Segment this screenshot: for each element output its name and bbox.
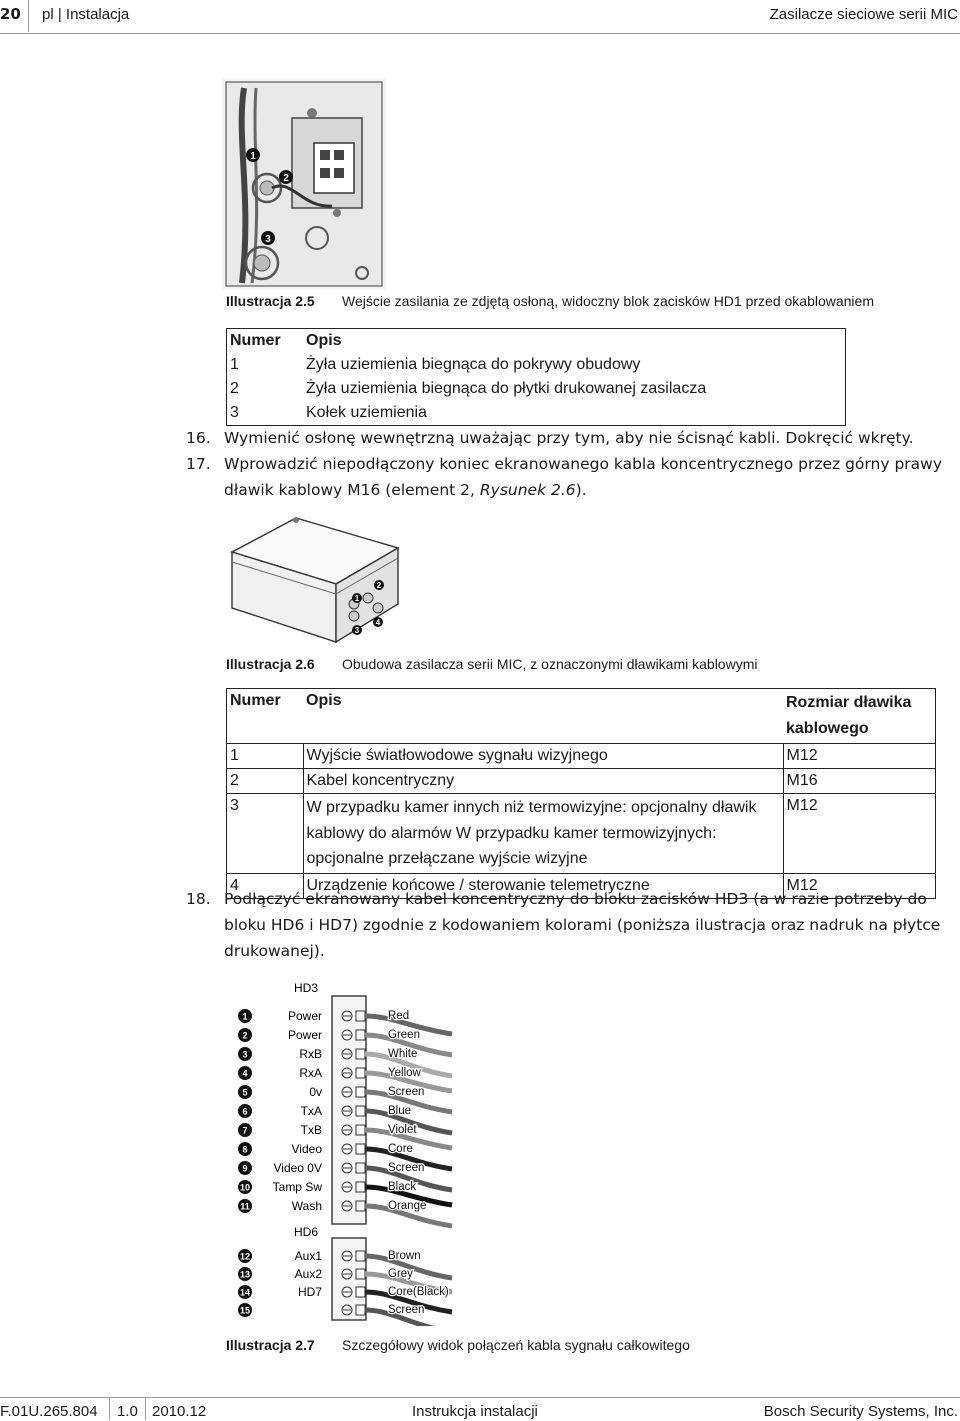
svg-text:4: 4 [375,618,381,627]
step-17 [186,451,960,503]
callout-1 [352,593,362,603]
terminal-label: Video [291,1142,322,1156]
terminal-label: TxA [300,1104,322,1118]
cell-description: W przypadku kamer innych niż termowizyjne: opcjonalny dławik kablowy do alarmów W przypadku kamer termowizyjnych: opcjonalne przełączane wyjście wizyjne [303,794,783,874]
terminal-clamp [356,1251,365,1261]
caption-text: Wejście zasilania ze zdjętą osłoną, widoczny blok zacisków HD1 przed okablowaniem [342,293,874,309]
wire-color-label: Screen [388,1086,425,1098]
figure-caption-2-6 [226,656,956,676]
cell-number: 3 [227,794,304,874]
step-text: Wymienić osłonę wewnętrzną uważając przy tym, aby nie ścisnąć kabli. Dokręcić wkręty. [224,429,914,447]
terminal-clamp [356,1287,365,1297]
terminal-number: 7 [242,1125,248,1136]
callout-1 [246,148,260,162]
terminal-clamp [356,1087,365,1097]
cell-number: 1 [227,744,304,769]
terminal-clamp [356,1182,365,1192]
terminal-number: 3 [242,1049,248,1060]
wire-color-label: Yellow [388,1067,421,1079]
cell-number: 4 [227,873,304,898]
terminal-label: Power [287,1028,322,1042]
cell-gland-size: M16 [783,769,936,794]
wire-color-label: Brown [388,1250,421,1262]
cell-gland-size: M12 [783,873,936,898]
terminal-number: 13 [239,1269,251,1280]
terminal-label: RxA [299,1066,322,1080]
terminal-clamp [356,1106,365,1116]
cell-number: 2 [230,380,239,397]
table-row [227,377,846,401]
step-text-a: Wprowadzić niepodłączony koniec ekranowanego kabla koncentrycznego przez górny prawy dławik kablowy M16 (element 2, [224,455,943,499]
block-label-hd3: HD3 [294,981,319,995]
terminal-clamp [356,1068,365,1078]
terminal-number: 4 [242,1068,248,1079]
footer-divider [109,1398,110,1420]
terminal-number: 6 [242,1106,248,1117]
col-header-gland-size: Rozmiar dławika kablowego [783,689,936,744]
col-header-numer: Numer [227,689,304,744]
table-row [227,794,936,874]
callout-3 [261,231,275,245]
step-number: 17. [186,455,211,473]
terminal-label: Aux1 [294,1249,322,1263]
table-header-row [227,329,846,354]
wire-color-label: Green [388,1029,420,1041]
terminal-label: TxB [300,1123,322,1137]
cell-gland-size: M12 [783,744,936,769]
step-text [224,451,960,503]
figure-wiring-diagram [232,976,454,1326]
svg-text:2: 2 [376,581,382,590]
terminal-label: Aux2 [294,1267,322,1281]
table-header-row [227,689,936,744]
terminal-number: 9 [242,1163,248,1174]
terminal-label: HD7 [297,1285,322,1299]
ground-wire-table [226,328,846,426]
figure-power-input-photo [222,78,386,290]
table-row [227,769,936,794]
footer-divider [145,1398,146,1420]
svg-text:1: 1 [354,594,360,603]
figure-caption-2-5 [226,293,956,313]
cell-description: Kabel koncentryczny [303,769,783,794]
cell-number: 3 [230,404,239,421]
terminal-clamp [356,1269,365,1279]
cell-description: Urządzenie końcowe / sterowanie telemetryczne [303,873,783,898]
terminal-label: Power [287,1009,322,1023]
footer-version: 1.0 [117,1403,138,1420]
page-number: 20 [0,5,21,23]
col-header-numer: Numer [230,332,281,349]
terminal-number: 11 [240,1201,250,1212]
terminal-clamp [356,1030,365,1040]
terminal-number: 12 [239,1251,251,1262]
caption-text: Obudowa zasilacza serii MIC, z oznaczonymi dławikami kablowymi [342,656,758,672]
terminal-number: 1 [242,1011,248,1022]
caption-label: Illustracja 2.6 [226,656,315,672]
footer-doc-id: F.01U.265.804 [0,1403,98,1420]
footer-date: 2010.12 [152,1403,207,1420]
cell-description: Żyła uziemienia biegnąca do płytki drukowanej zasilacza [306,380,707,397]
svg-text:1: 1 [250,151,256,162]
wire-color-label: Core(Black) [388,1286,449,1298]
terminal-number: 5 [242,1087,248,1098]
table-row [227,401,846,426]
terminal-clamp [356,1201,365,1211]
cell-number: 2 [227,769,304,794]
cell-number: 1 [230,356,239,373]
table-row [227,744,936,769]
col-header-opis: Opis [303,689,783,744]
cell-gland-size: M12 [783,794,936,874]
terminal-number: 14 [239,1287,251,1298]
terminal-number: 10 [239,1182,251,1193]
wire-color-label: Red [388,1010,410,1022]
wire-color-label: Blue [388,1105,412,1117]
footer-company: Bosch Security Systems, Inc. [763,1403,958,1420]
terminal-label: RxB [299,1047,322,1061]
wire-color-label: Core [388,1143,413,1155]
block-label-hd6: HD6 [294,1225,319,1239]
wire-color-label: Screen [388,1162,425,1174]
cable-gland-table [226,688,936,899]
terminal-clamp [356,1163,365,1173]
terminal-clamp [356,1144,365,1154]
step-16 [186,425,960,451]
wire-color-label: White [388,1048,418,1060]
footer-doc-type: Instrukcja instalacji [412,1403,538,1420]
table-row [227,353,846,377]
caption-label: Illustracja 2.7 [226,1337,315,1353]
callout-2 [374,580,384,590]
terminal-label: Video 0V [273,1161,322,1175]
terminal-clamp [356,1049,365,1059]
step-text: Podłączyć ekranowany kabel koncentryczny do bloku zacisków HD3 (a w razie potrzeby do bloku HD6 i HD7) zgodnie z kodowaniem kolorami (poniższa ilustracja oraz nadruk na płytce drukowanej). [224,890,941,960]
step-number: 18. [186,890,211,908]
terminal-label: Tamp Sw [272,1180,322,1194]
header-title: Zasilacze sieciowe serii MIC [769,6,958,23]
svg-text:3: 3 [354,626,360,635]
figure-caption-2-7 [226,1337,956,1357]
terminal-label: Wash [291,1199,322,1213]
header-divider [28,0,29,32]
page-header [0,0,960,34]
wire-color-label: Black [388,1181,417,1193]
cell-description: Żyła uziemienia biegnąca do pokrywy obudowy [306,356,641,373]
caption-text: Szczegółowy widok połączeń kabla sygnału całkowitego [342,1337,690,1353]
callout-4 [373,617,383,627]
page-footer [0,1397,960,1421]
step-text-b: ). [575,481,587,499]
step-18 [186,886,960,966]
terminal-label: 0v [309,1085,322,1099]
terminal-number: 15 [239,1305,251,1316]
terminal-clamp [356,1011,365,1021]
callout-3 [352,625,362,635]
terminal-clamp [356,1125,365,1135]
wire-color-label: Grey [388,1268,413,1280]
wire-color-label: Screen [388,1304,425,1316]
figure-enclosure-drawing [226,512,402,646]
svg-text:3: 3 [265,234,271,245]
col-header-opis: Opis [306,332,342,349]
cell-description: Wyjście światłowodowe sygnału wizyjnego [303,744,783,769]
svg-text:2: 2 [283,173,289,184]
terminal-number: 2 [242,1030,248,1041]
caption-label: Illustracja 2.5 [226,293,315,309]
header-section: pl | Instalacja [42,6,130,23]
callout-2 [279,170,293,184]
figure-reference-link[interactable]: Rysunek 2.6 [479,481,576,499]
terminal-clamp [356,1305,365,1315]
cell-description: Kołek uziemienia [306,404,427,421]
wire-color-label: Orange [388,1200,427,1212]
wire-color-label: Violet [388,1124,417,1136]
step-number: 16. [186,429,211,447]
terminal-number: 8 [242,1144,248,1155]
